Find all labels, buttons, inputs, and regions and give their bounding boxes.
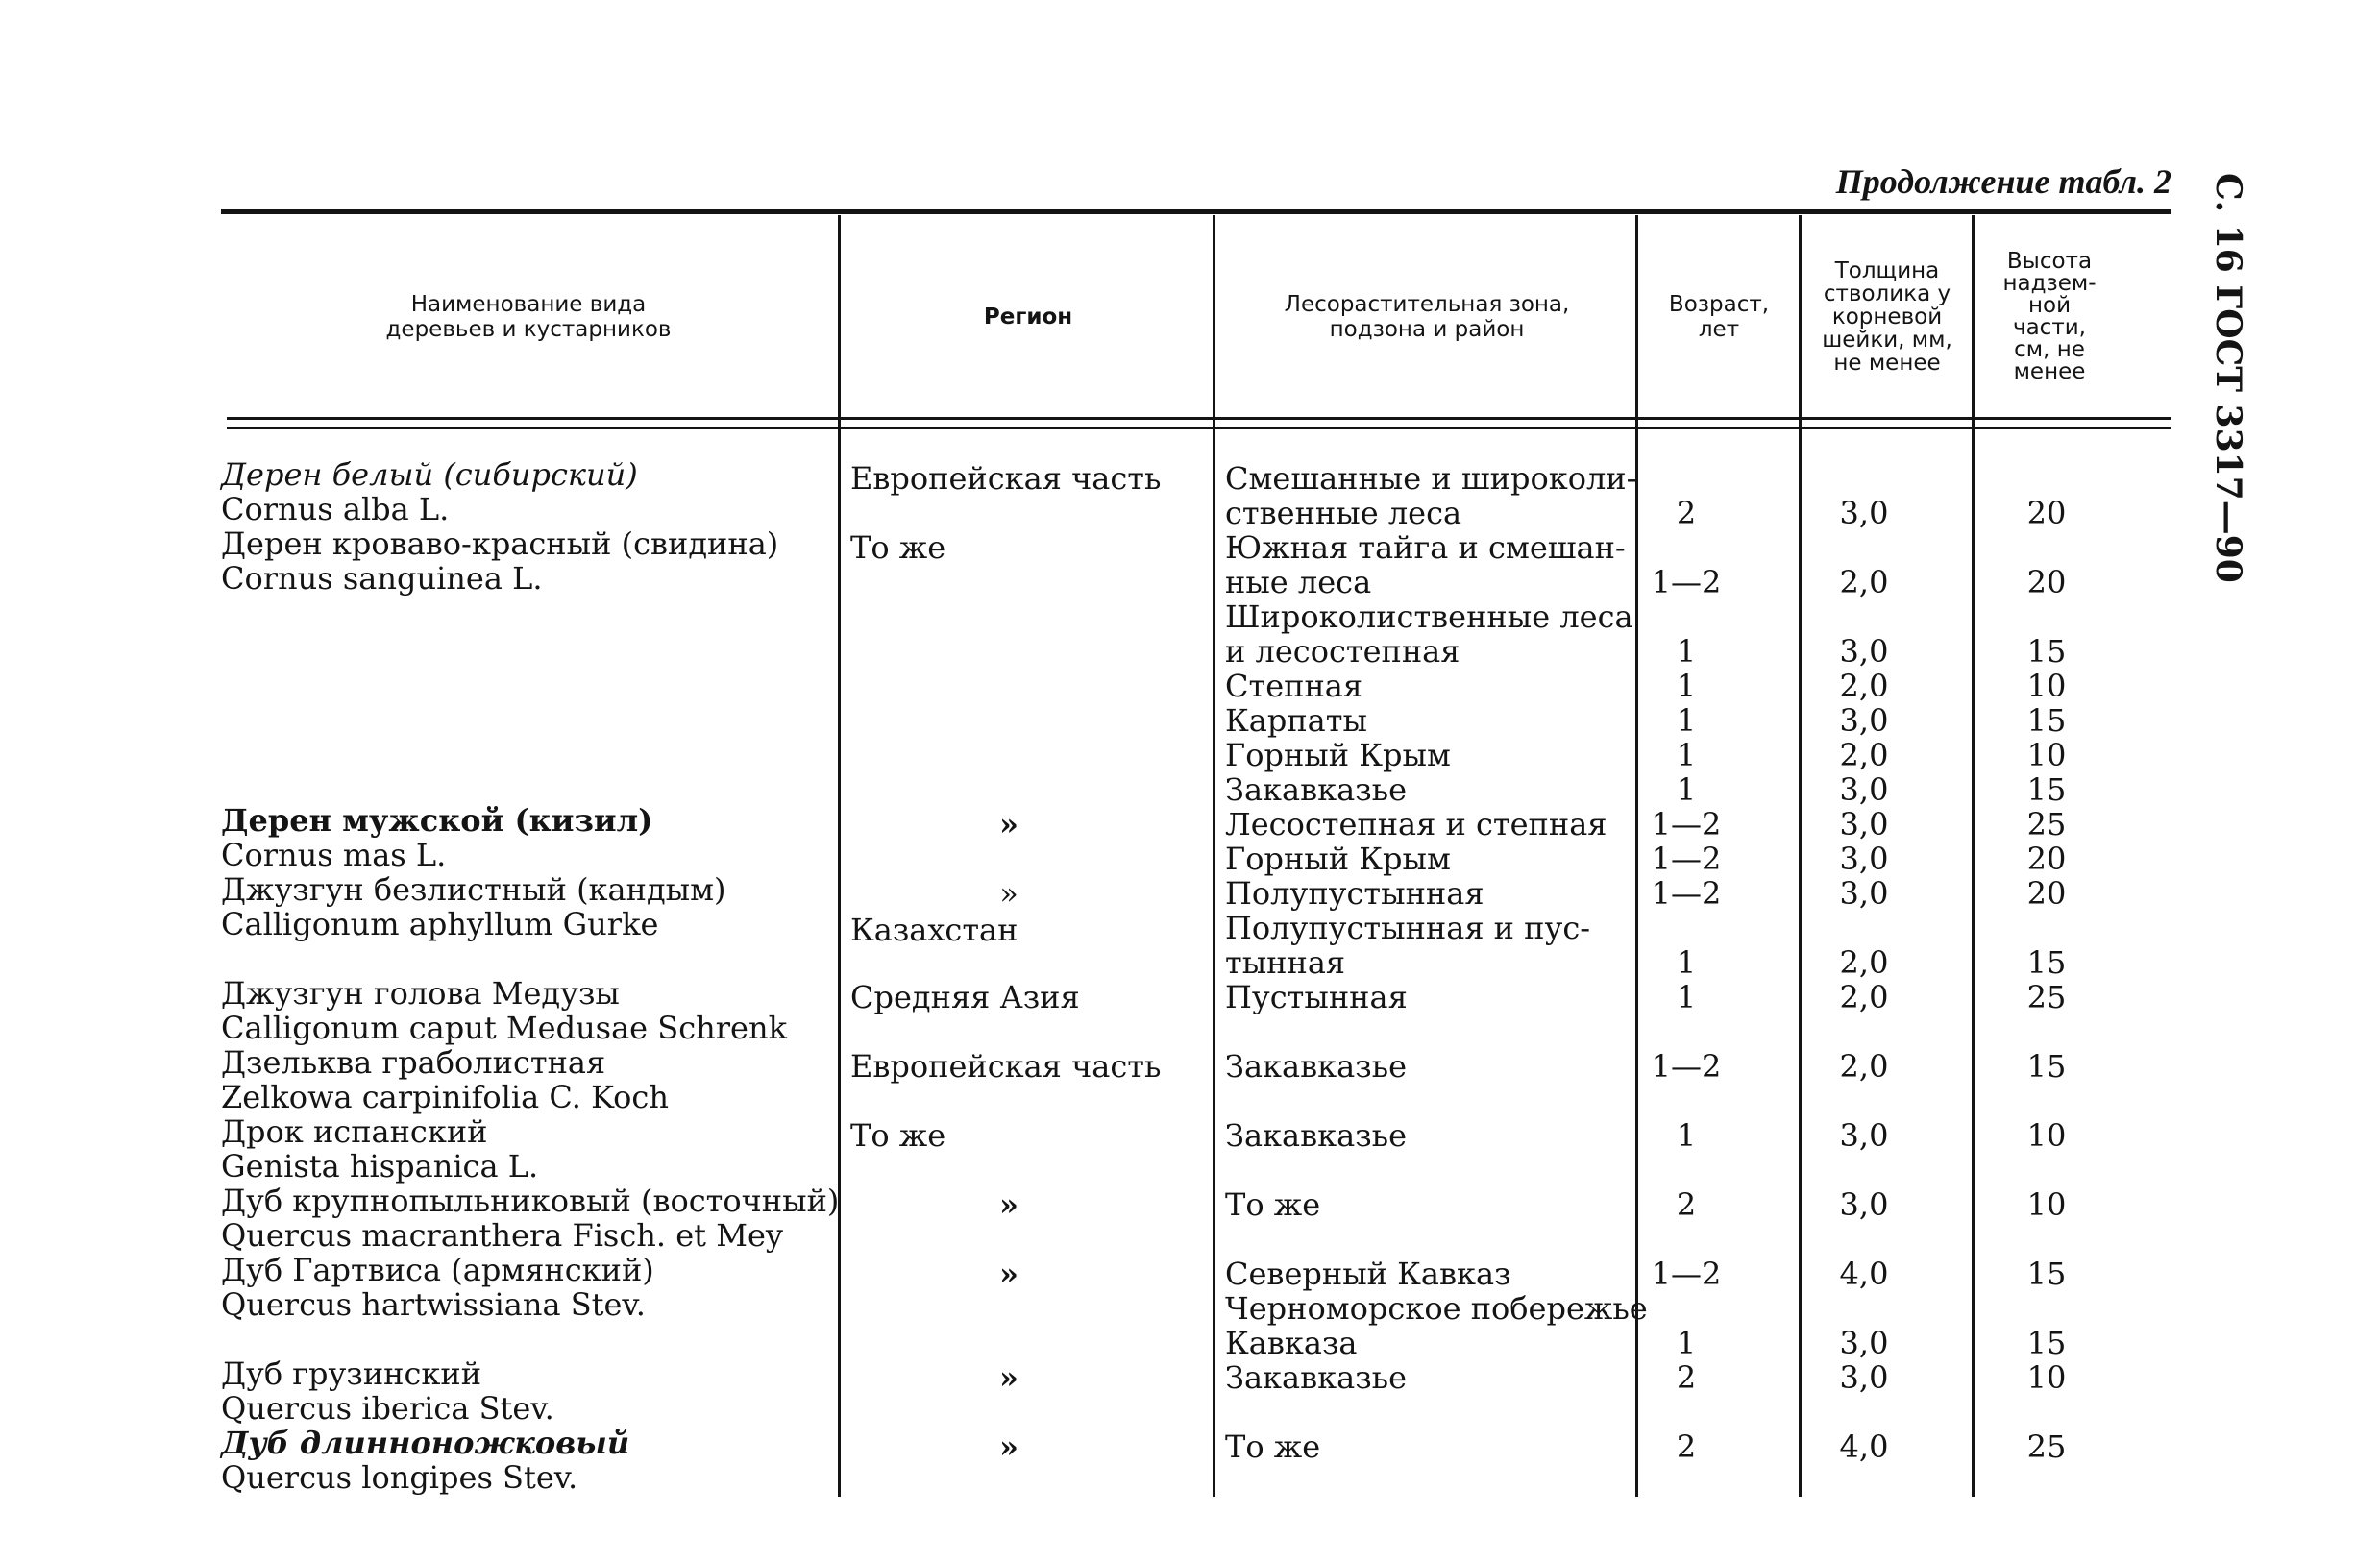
thickness-cell: 2,0: [1839, 668, 1889, 704]
zone-cell: То же: [1225, 1429, 1321, 1465]
height-cell: 25: [2026, 806, 2067, 843]
thickness-cell: 3,0: [1839, 1117, 1889, 1154]
height-cell: 15: [2026, 1256, 2067, 1292]
height-cell: 20: [2026, 495, 2067, 531]
height-cell: 10: [2026, 1117, 2067, 1154]
region-cell: Казахстан: [850, 912, 1018, 948]
thickness-cell: 3,0: [1839, 495, 1889, 531]
age-cell: 1—2: [1651, 1256, 1722, 1292]
header-line: надзем-: [2002, 271, 2097, 296]
zone-cell: Закавказье: [1225, 1048, 1407, 1085]
thickness-cell: 4,0: [1839, 1256, 1889, 1292]
zone-cell: Смешанные и широколи-: [1225, 460, 1637, 497]
height-cell: 15: [2026, 771, 2067, 808]
zone-cell: Закавказье: [1225, 771, 1407, 808]
zone-cell: Полупустынная и пус-: [1225, 910, 1591, 946]
species-name-latin: Quercus hartwissiana Stev.: [221, 1286, 646, 1323]
species-name-ru: Дуб грузинский: [221, 1355, 482, 1392]
header-line: Наименование вида: [410, 291, 647, 317]
species-table: [221, 209, 2171, 1497]
age-cell: 1—2: [1651, 875, 1722, 912]
thickness-cell: 2,0: [1839, 979, 1889, 1015]
zone-cell: тынная: [1225, 944, 1346, 981]
column-divider: [838, 215, 841, 1497]
species-name-ru: Дрок испанский: [221, 1113, 488, 1150]
zone-cell: Горный Крым: [1225, 841, 1451, 877]
height-cell: 10: [2026, 737, 2067, 773]
species-name-ru: Дуб крупнопыльниковый (восточный): [221, 1183, 840, 1219]
age-cell: 1—2: [1651, 564, 1722, 600]
species-name-ru: Джузгун безлистный (кандым): [221, 871, 726, 908]
height-cell: 25: [2026, 979, 2067, 1015]
height-cell: 15: [2026, 1048, 2067, 1085]
zone-cell: Закавказье: [1225, 1117, 1407, 1154]
header-line: менее: [2013, 359, 2086, 384]
header-age: [1641, 221, 1797, 413]
species-name-latin: Quercus macranthera Fisch. et Mey: [221, 1217, 783, 1254]
thickness-cell: 4,0: [1839, 1429, 1889, 1465]
header-zone: [1220, 221, 1633, 413]
age-cell: 2: [1676, 495, 1697, 531]
zone-cell: и лесостепная: [1225, 633, 1460, 670]
species-name-latin: Quercus longipes Stev.: [221, 1459, 578, 1496]
species-name-ru: Дерен кроваво-красный (свидина): [221, 525, 779, 562]
age-cell: 2: [1676, 1359, 1697, 1396]
zone-cell: Черноморское побережье: [1225, 1290, 1648, 1327]
zone-cell: Кавказа: [1225, 1325, 1358, 1361]
species-name-latin: Genista hispanica L.: [221, 1148, 539, 1184]
age-cell: 1—2: [1651, 1048, 1722, 1085]
thickness-cell: 2,0: [1839, 1048, 1889, 1085]
region-cell: Европейская часть: [850, 460, 1162, 497]
age-cell: 1: [1676, 979, 1697, 1015]
header-rule: [227, 427, 2171, 429]
region-cell: То же: [850, 529, 946, 566]
age-cell: 1: [1676, 702, 1697, 739]
age-cell: 1: [1676, 1117, 1697, 1154]
age-cell: 1: [1676, 737, 1697, 773]
zone-cell: Карпаты: [1225, 702, 1367, 739]
header-line: Толщина: [1834, 257, 1940, 283]
species-name-latin: Zelkowa carpinifolia C. Koch: [221, 1079, 669, 1115]
species-name-latin: Quercus iberica Stev.: [221, 1390, 554, 1427]
height-cell: 15: [2026, 944, 2067, 981]
zone-cell: ные леса: [1225, 564, 1372, 600]
zone-cell: Горный Крым: [1225, 737, 1451, 773]
height-cell: 15: [2026, 702, 2067, 739]
ditto-mark: »: [999, 1186, 1018, 1223]
header-line: шейки, мм,: [1822, 328, 1952, 354]
header-line: подзона и район: [1329, 317, 1525, 342]
zone-cell: Пустынная: [1225, 979, 1408, 1015]
header-line: Регион: [983, 304, 1073, 330]
age-cell: 2: [1676, 1429, 1697, 1465]
species-name-ru: Дуб длинноножковый: [221, 1425, 630, 1461]
thickness-cell: 2,0: [1839, 564, 1889, 600]
age-cell: 1: [1676, 668, 1697, 704]
species-name-latin: Cornus alba L.: [221, 491, 450, 527]
species-name-latin: Cornus sanguinea L.: [221, 560, 543, 597]
table-top-rule: [221, 209, 2171, 214]
height-cell: 10: [2026, 1186, 2067, 1223]
column-divider: [1972, 215, 1975, 1497]
species-name-latin: Calligonum caput Medusae Schrenk: [221, 1010, 787, 1046]
age-cell: 1: [1676, 771, 1697, 808]
ditto-mark: »: [999, 1359, 1018, 1396]
ditto-mark: »: [999, 1256, 1018, 1292]
header-thickness: [1804, 221, 1970, 413]
header-line: лет: [1698, 317, 1740, 342]
header-line: корневой: [1831, 304, 1943, 330]
age-cell: 1: [1676, 633, 1697, 670]
species-name-ru: Дерен белый (сибирский): [221, 456, 638, 493]
height-cell: 20: [2026, 875, 2067, 912]
species-name-ru: Дерен мужской (кизил): [221, 802, 653, 839]
thickness-cell: 2,0: [1839, 737, 1889, 773]
height-cell: 10: [2026, 1359, 2067, 1396]
thickness-cell: 3,0: [1839, 1359, 1889, 1396]
thickness-cell: 3,0: [1839, 1325, 1889, 1361]
column-divider: [1213, 215, 1215, 1497]
region-cell: Европейская часть: [850, 1048, 1162, 1085]
age-cell: 1—2: [1651, 806, 1722, 843]
age-cell: 1: [1676, 1325, 1697, 1361]
header-line: Высота: [2006, 249, 2093, 274]
zone-cell: Северный Кавказ: [1225, 1256, 1511, 1292]
header-region: [846, 221, 1211, 413]
zone-cell: То же: [1225, 1186, 1321, 1223]
zone-cell: Южная тайга и смешан-: [1225, 529, 1626, 566]
thickness-cell: 3,0: [1839, 633, 1889, 670]
zone-cell: Степная: [1225, 668, 1363, 704]
thickness-cell: 3,0: [1839, 702, 1889, 739]
species-name-ru: Дзельква граболистная: [221, 1044, 606, 1081]
thickness-cell: 3,0: [1839, 1186, 1889, 1223]
species-name-latin: Cornus mas L.: [221, 837, 447, 873]
header-line: стволика у: [1823, 281, 1951, 306]
zone-cell: ственные леса: [1225, 495, 1462, 531]
height-cell: 10: [2026, 668, 2067, 704]
species-name-ru: Джузгун голова Медузы: [221, 975, 620, 1012]
height-cell: 25: [2026, 1429, 2067, 1465]
header-line: Лесорастительная зона,: [1284, 291, 1570, 317]
age-cell: 1—2: [1651, 841, 1722, 877]
height-cell: 20: [2026, 564, 2067, 600]
ditto-mark: »: [999, 806, 1018, 843]
region-cell: Средняя Азия: [850, 979, 1080, 1015]
header-line: деревьев и кустарников: [385, 317, 672, 342]
zone-cell: Полупустынная: [1225, 875, 1484, 912]
thickness-cell: 3,0: [1839, 771, 1889, 808]
header-species: [240, 221, 817, 413]
thickness-cell: 2,0: [1839, 944, 1889, 981]
table-caption: Продолжение табл. 2: [1835, 162, 2171, 201]
thickness-cell: 3,0: [1839, 841, 1889, 877]
thickness-cell: 3,0: [1839, 875, 1889, 912]
header-line: не менее: [1833, 351, 1941, 377]
zone-cell: Лесостепная и степная: [1225, 806, 1607, 843]
age-cell: 2: [1676, 1186, 1697, 1223]
page-side-label: [2208, 173, 2277, 583]
thickness-cell: 3,0: [1839, 806, 1889, 843]
header-line: Возраст,: [1668, 291, 1770, 317]
height-cell: 15: [2026, 1325, 2067, 1361]
height-cell: 15: [2026, 633, 2067, 670]
header-rule: [227, 417, 2171, 420]
species-name-latin: Calligonum aphyllum Gurke: [221, 906, 659, 942]
zone-cell: Закавказье: [1225, 1359, 1407, 1396]
region-cell: То же: [850, 1117, 946, 1154]
header-line: части,: [2012, 315, 2086, 340]
age-cell: 1: [1676, 944, 1697, 981]
ditto-mark: »: [999, 1429, 1018, 1465]
height-cell: 20: [2026, 841, 2067, 877]
zone-cell: Широколиственные леса: [1225, 598, 1633, 635]
column-divider: [1799, 215, 1802, 1497]
header-line: см, не: [2014, 337, 2085, 362]
header-line: ной: [2027, 293, 2072, 318]
ditto-mark: »: [999, 875, 1018, 912]
species-name-ru: Дуб Гартвиса (армянский): [221, 1252, 654, 1288]
standard-number: С. 16 ГОСТ 3317—90: [2208, 173, 2248, 583]
header-height: [1977, 221, 2122, 413]
